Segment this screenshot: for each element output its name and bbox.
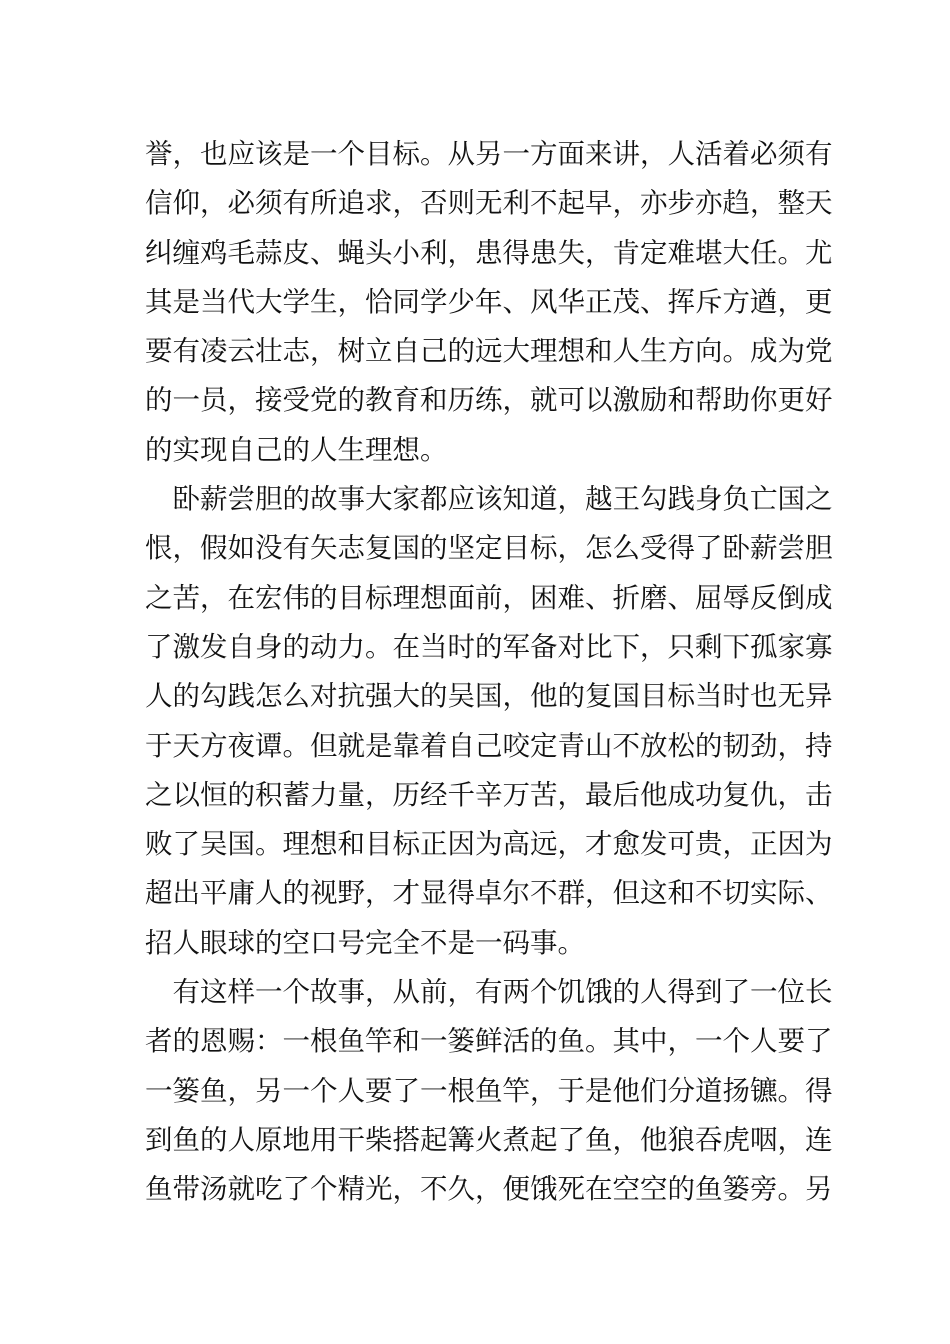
text-line: 了激发自身的动力。在当时的军备对比下，只剩下孤家寡: [145, 630, 833, 663]
text-line: 超出平庸人的视野，才显得卓尔不群，但这和不切实际、: [145, 877, 833, 910]
text-line: 招人眼球的空口号完全不是一码事。: [145, 926, 585, 959]
text-line: 于天方夜谭。但就是靠着自己咬定青山不放松的韧劲，持: [145, 729, 833, 762]
text-line: 到鱼的人原地用干柴搭起篝火煮起了鱼，他狼吞虎咽，连: [145, 1123, 833, 1156]
text-line: 其是当代大学生，恰同学少年、风华正茂、挥斥方遒，更: [145, 285, 833, 318]
text-line: 要有凌云壮志，树立自己的远大理想和人生方向。成为党: [145, 335, 833, 368]
text-line: 恨，假如没有矢志复国的坚定目标，怎么受得了卧薪尝胆: [145, 532, 833, 565]
text-line: 人的勾践怎么对抗强大的吴国，他的复国目标当时也无异: [145, 680, 833, 713]
text-line: 鱼带汤就吃了个精光，不久，便饿死在空空的鱼篓旁。另: [145, 1173, 833, 1206]
text-line: 的实现自己的人生理想。: [145, 433, 448, 466]
text-line: 纠缠鸡毛蒜皮、蝇头小利，患得患失，肯定难堪大任。尤: [145, 236, 833, 269]
paragraph-start-line: 卧薪尝胆的故事大家都应该知道，越王勾践身负亡国之: [145, 483, 833, 516]
text-line: 之苦，在宏伟的目标理想面前，困难、折磨、屈辱反倒成: [145, 581, 833, 614]
body-text: [145, 130, 833, 1215]
text-line: 者的恩赐：一根鱼竿和一篓鲜活的鱼。其中，一个人要了: [145, 1025, 833, 1058]
text-line: 信仰，必须有所追求，否则无利不起早，亦步亦趋，整天: [145, 187, 833, 220]
text-line: 的一员，接受党的教育和历练，就可以激励和帮助你更好: [145, 384, 833, 417]
text-line: 一篓鱼，另一个人要了一根鱼竿，于是他们分道扬镳。得: [145, 1074, 833, 1107]
text-line: 誉，也应该是一个目标。从另一方面来讲，人活着必须有: [145, 138, 833, 170]
paragraph-start-line: 有这样一个故事，从前，有两个饥饿的人得到了一位长: [145, 976, 833, 1009]
text-line: 之以恒的积蓄力量，历经千辛万苦，最后他成功复仇，击: [145, 778, 833, 811]
text-line: 败了吴国。理想和目标正因为高远，才愈发可贵，正因为: [145, 828, 833, 861]
